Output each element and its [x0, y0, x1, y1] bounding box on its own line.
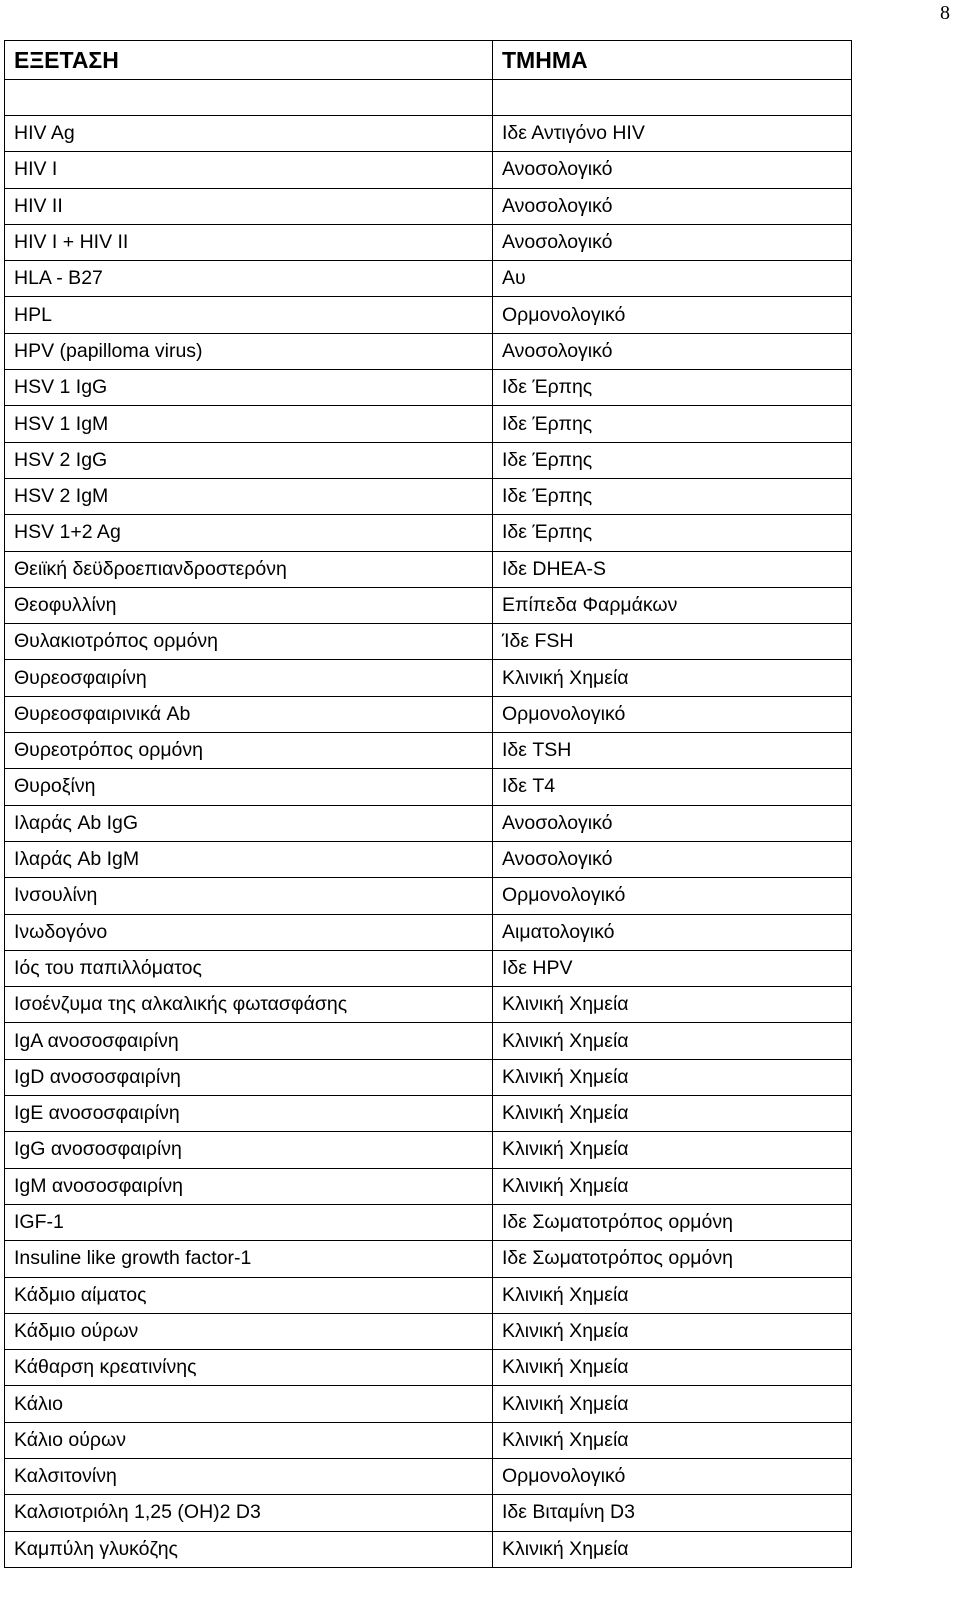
table-row — [5, 1204, 852, 1240]
department-cell: Ιδε Αντιγόνο HIV — [493, 116, 852, 152]
table-row — [5, 1059, 852, 1095]
department-cell: Κλινική Χημεία — [493, 1168, 852, 1204]
exam-cell: IgG ανοσοσφαιρίνη — [5, 1132, 493, 1168]
department-cell: Ιδε Έρπης — [493, 515, 852, 551]
department-cell: Ιδε Σωματοτρόπος ορμόνη — [493, 1241, 852, 1277]
exam-cell: HSV 1 IgM — [5, 406, 493, 442]
table-row — [5, 1386, 852, 1422]
exam-cell: Ινσουλίνη — [5, 878, 493, 914]
exam-cell: Θυρεοτρόπος ορμόνη — [5, 733, 493, 769]
exam-cell: Θεοφυλλίνη — [5, 587, 493, 623]
exam-cell: HSV 1 IgG — [5, 370, 493, 406]
department-cell: Ορμονολογικό — [493, 1458, 852, 1494]
exam-cell: Κάλιο — [5, 1386, 493, 1422]
department-cell: Κλινική Χημεία — [493, 1096, 852, 1132]
table-row — [5, 188, 852, 224]
exam-cell: HSV 2 IgG — [5, 442, 493, 478]
exam-department-table — [4, 40, 852, 1568]
table-row — [5, 116, 852, 152]
exam-cell: HIV I — [5, 152, 493, 188]
table-row — [5, 442, 852, 478]
department-cell: Κλινική Χημεία — [493, 1350, 852, 1386]
department-cell: Κλινική Χημεία — [493, 987, 852, 1023]
table-row — [5, 841, 852, 877]
table-row — [5, 297, 852, 333]
department-cell: Ιδε Έρπης — [493, 370, 852, 406]
department-cell: Κλινική Χημεία — [493, 1386, 852, 1422]
exam-cell: HLA - B27 — [5, 261, 493, 297]
table-row — [5, 333, 852, 369]
exam-cell: IgD ανοσοσφαιρίνη — [5, 1059, 493, 1095]
department-cell: Ιδε Έρπης — [493, 406, 852, 442]
department-cell: Επίπεδα Φαρμάκων — [493, 587, 852, 623]
department-cell: Ιδε Σωματοτρόπος ορμόνη — [493, 1204, 852, 1240]
department-cell: Ορμονολογικό — [493, 878, 852, 914]
exam-cell: Θειϊκή δεϋδροεπιανδροστερόνη — [5, 551, 493, 587]
spacer-cell — [493, 80, 852, 116]
exam-cell: HSV 2 IgM — [5, 478, 493, 514]
department-cell: Κλινική Χημεία — [493, 1277, 852, 1313]
department-cell: Κλινική Χημεία — [493, 1059, 852, 1095]
department-cell: Ιδε Έρπης — [493, 442, 852, 478]
exam-cell: Ινωδογόνο — [5, 914, 493, 950]
department-cell: Ανοσολογικό — [493, 333, 852, 369]
table-row — [5, 624, 852, 660]
exam-cell: IgA ανοσοσφαιρίνη — [5, 1023, 493, 1059]
department-cell: Ανοσολογικό — [493, 152, 852, 188]
department-cell: Αυ — [493, 261, 852, 297]
exam-cell: IgE ανοσοσφαιρίνη — [5, 1096, 493, 1132]
page-number: 8 — [940, 2, 950, 24]
table-row — [5, 805, 852, 841]
table-row — [5, 1350, 852, 1386]
department-cell: Ανοσολογικό — [493, 841, 852, 877]
header-exam: ΕΞΕΤΑΣΗ — [5, 41, 493, 80]
table-row — [5, 733, 852, 769]
department-cell: Ιδε Βιταμίνη D3 — [493, 1495, 852, 1531]
table-header-row — [5, 41, 852, 80]
department-cell: Κλινική Χημεία — [493, 1531, 852, 1567]
table-row — [5, 515, 852, 551]
table-row — [5, 1531, 852, 1567]
table-row — [5, 551, 852, 587]
department-cell: Ανοσολογικό — [493, 188, 852, 224]
department-cell: Ιδε TSH — [493, 733, 852, 769]
exam-cell: Θυρεοσφαιρινικά Ab — [5, 696, 493, 732]
exam-cell: Ισοένζυμα της αλκαλικής φωτασφάσης — [5, 987, 493, 1023]
table-row — [5, 587, 852, 623]
header-department: ΤΜΗΜΑ — [493, 41, 852, 80]
department-cell: Ανοσολογικό — [493, 224, 852, 260]
table-row — [5, 769, 852, 805]
table-row — [5, 1241, 852, 1277]
exam-cell: Κάδμιο ούρων — [5, 1313, 493, 1349]
department-cell: Ιδε HPV — [493, 950, 852, 986]
department-cell: Ιδε DHEA-S — [493, 551, 852, 587]
department-cell: Ιδε T4 — [493, 769, 852, 805]
table-row — [5, 370, 852, 406]
table-row — [5, 1458, 852, 1494]
exam-cell: Κάλιο ούρων — [5, 1422, 493, 1458]
exam-cell: IgM ανοσοσφαιρίνη — [5, 1168, 493, 1204]
exam-cell: Insuline like growth factor-1 — [5, 1241, 493, 1277]
department-cell: Αιματολογικό — [493, 914, 852, 950]
table-row — [5, 224, 852, 260]
table-row — [5, 987, 852, 1023]
spacer-cell — [5, 80, 493, 116]
department-cell: Κλινική Χημεία — [493, 1313, 852, 1349]
exam-cell: Κάθαρση κρεατινίνης — [5, 1350, 493, 1386]
exam-cell: HIV Ag — [5, 116, 493, 152]
exam-cell: Θυροξίνη — [5, 769, 493, 805]
table-row — [5, 406, 852, 442]
table-row — [5, 1168, 852, 1204]
exam-cell: Καλσιτονίνη — [5, 1458, 493, 1494]
table-row — [5, 696, 852, 732]
exam-cell: Κάδμιο αίματος — [5, 1277, 493, 1313]
department-cell: Κλινική Χημεία — [493, 1422, 852, 1458]
table-row — [5, 1132, 852, 1168]
table-row — [5, 1422, 852, 1458]
department-cell: Ιδε Έρπης — [493, 478, 852, 514]
department-cell: Ορμονολογικό — [493, 696, 852, 732]
table-row — [5, 152, 852, 188]
table-row — [5, 950, 852, 986]
department-cell: Κλινική Χημεία — [493, 1132, 852, 1168]
table-row — [5, 478, 852, 514]
department-cell: Ίδε FSH — [493, 624, 852, 660]
table-row — [5, 914, 852, 950]
table-row — [5, 261, 852, 297]
exam-cell: HSV 1+2 Ag — [5, 515, 493, 551]
exam-cell: Ιλαράς Ab IgG — [5, 805, 493, 841]
department-cell: Ανοσολογικό — [493, 805, 852, 841]
exam-cell: HIV II — [5, 188, 493, 224]
exam-cell: Ιλαράς Ab IgM — [5, 841, 493, 877]
exam-cell: Θυλακιοτρόπος ορμόνη — [5, 624, 493, 660]
exam-cell: HPL — [5, 297, 493, 333]
department-cell: Κλινική Χημεία — [493, 1023, 852, 1059]
department-cell: Ορμονολογικό — [493, 297, 852, 333]
exam-cell: Ιός του παπιλλόματος — [5, 950, 493, 986]
exam-cell: Καλσιοτριόλη 1,25 (OH)2 D3 — [5, 1495, 493, 1531]
exam-cell: Θυρεοσφαιρίνη — [5, 660, 493, 696]
table-row — [5, 660, 852, 696]
table-row — [5, 1495, 852, 1531]
department-cell: Κλινική Χημεία — [493, 660, 852, 696]
table-row — [5, 1096, 852, 1132]
exam-cell: Καμπύλη γλυκόζης — [5, 1531, 493, 1567]
exam-cell: IGF-1 — [5, 1204, 493, 1240]
table-row — [5, 1313, 852, 1349]
table-row — [5, 1277, 852, 1313]
table-row — [5, 1023, 852, 1059]
table-row — [5, 878, 852, 914]
table-spacer-row — [5, 80, 852, 116]
exam-cell: HIV I + HIV II — [5, 224, 493, 260]
exam-cell: HPV (papilloma virus) — [5, 333, 493, 369]
